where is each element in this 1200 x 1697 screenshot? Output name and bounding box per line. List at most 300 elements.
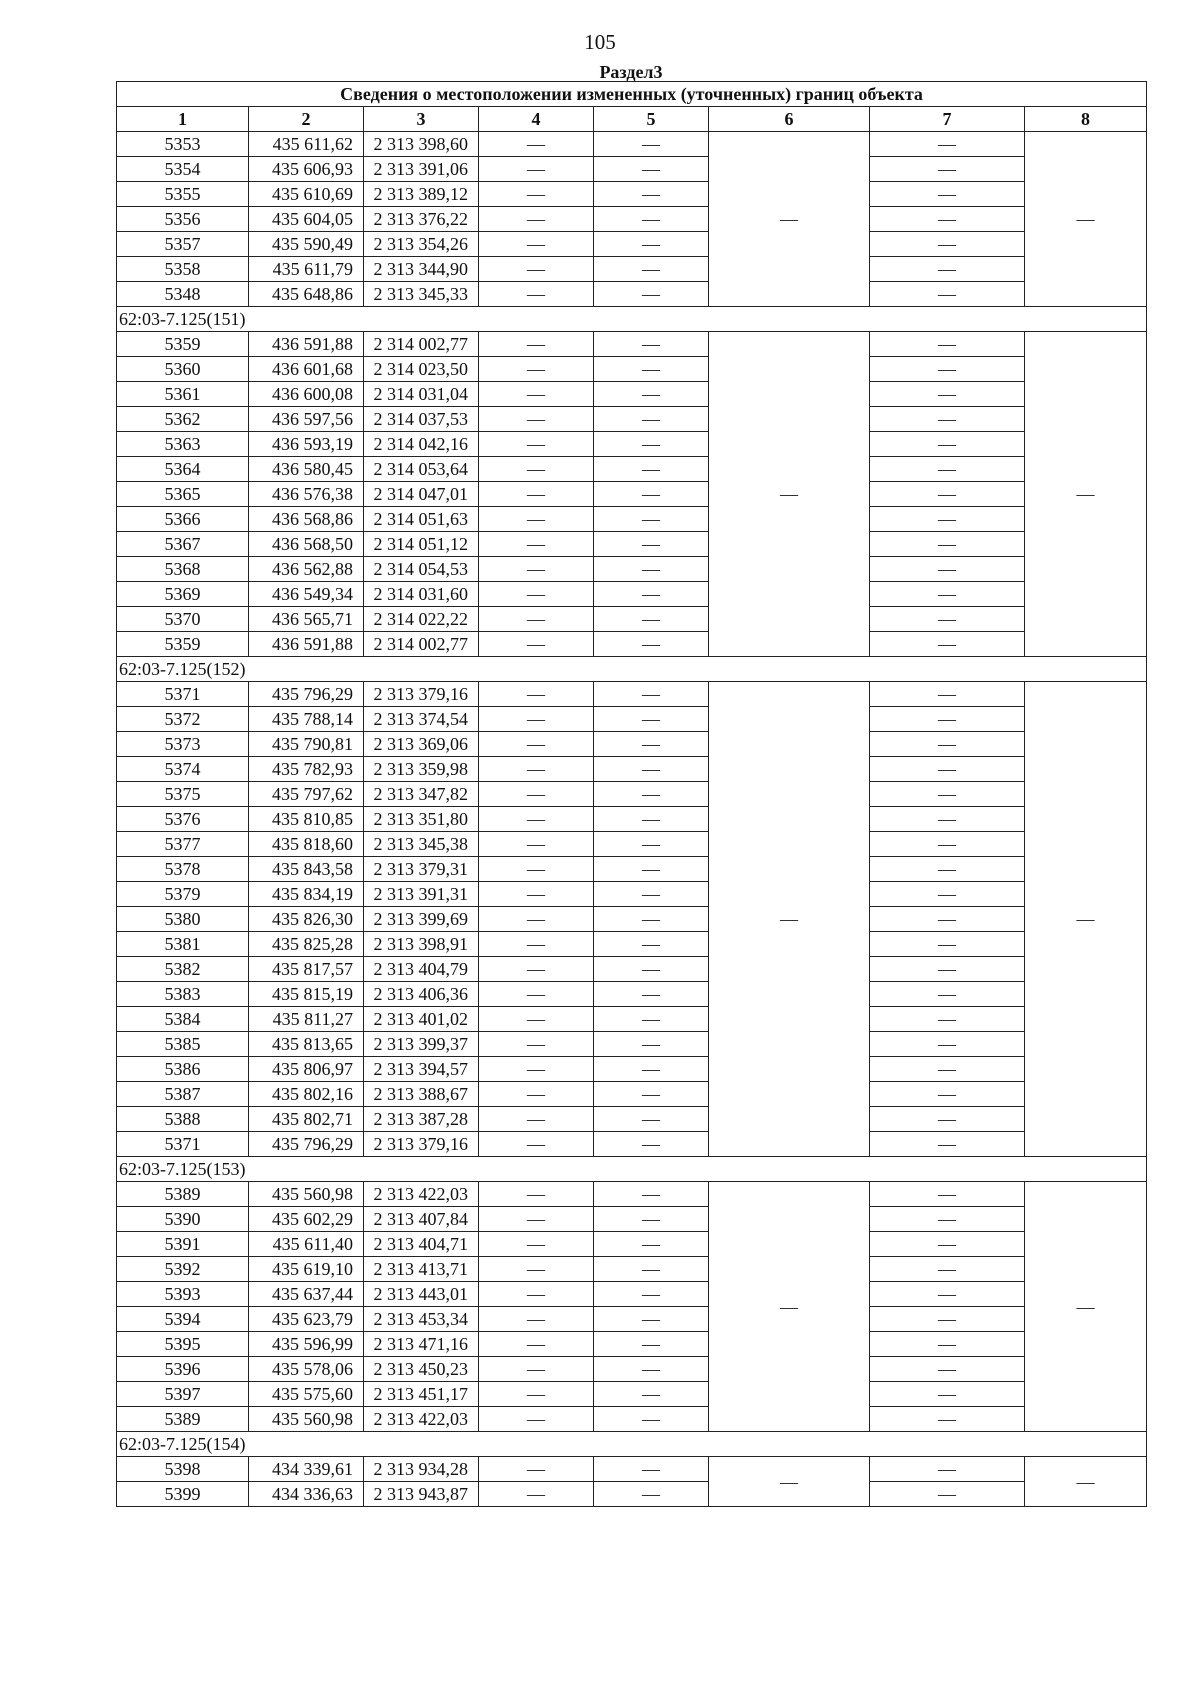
column-number-5: 5	[594, 107, 709, 132]
point-number: 5394	[117, 1307, 249, 1332]
col5-dash: —	[594, 582, 709, 607]
point-number: 5360	[117, 357, 249, 382]
coord-x: 435 825,28	[249, 932, 364, 957]
coord-y: 2 313 389,12	[364, 182, 479, 207]
col7-dash: —	[870, 1382, 1025, 1407]
table-row	[117, 282, 1147, 307]
col7-dash: —	[870, 1282, 1025, 1307]
coord-y: 2 313 398,91	[364, 932, 479, 957]
col5-dash: —	[594, 1232, 709, 1257]
coord-x: 436 576,38	[249, 482, 364, 507]
col4-dash: —	[479, 582, 594, 607]
col5-dash: —	[594, 1132, 709, 1157]
coord-y: 2 313 401,02	[364, 1007, 479, 1032]
col4-dash: —	[479, 382, 594, 407]
col4-dash: —	[479, 332, 594, 357]
point-number: 5369	[117, 582, 249, 607]
col4-dash: —	[479, 857, 594, 882]
coord-y: 2 313 407,84	[364, 1207, 479, 1232]
col4-dash: —	[479, 1082, 594, 1107]
point-number: 5372	[117, 707, 249, 732]
point-number: 5359	[117, 332, 249, 357]
col8-merged-dash: —	[1025, 1457, 1147, 1507]
coord-x: 435 602,29	[249, 1207, 364, 1232]
table-row	[117, 382, 1147, 407]
point-number: 5362	[117, 407, 249, 432]
col4-dash: —	[479, 532, 594, 557]
coord-y: 2 313 345,33	[364, 282, 479, 307]
col5-dash: —	[594, 1407, 709, 1432]
col7-dash: —	[870, 982, 1025, 1007]
coord-y: 2 313 388,67	[364, 1082, 479, 1107]
coord-x: 436 601,68	[249, 357, 364, 382]
point-number: 5395	[117, 1332, 249, 1357]
col7-dash: —	[870, 1182, 1025, 1207]
table-row	[117, 1407, 1147, 1432]
col4-dash: —	[479, 1257, 594, 1282]
col5-dash: —	[594, 907, 709, 932]
table-row	[117, 782, 1147, 807]
point-number: 5373	[117, 732, 249, 757]
table-row	[117, 1207, 1147, 1232]
table-row	[117, 1382, 1147, 1407]
table-caption: Сведения о местоположении измененных (уточненных) границ объекта	[117, 82, 1147, 107]
col7-dash: —	[870, 1057, 1025, 1082]
col5-dash: —	[594, 607, 709, 632]
col7-dash: —	[870, 1032, 1025, 1057]
coord-x: 435 802,16	[249, 1082, 364, 1107]
coord-y: 2 313 399,37	[364, 1032, 479, 1057]
col4-dash: —	[479, 282, 594, 307]
column-number-1: 1	[117, 107, 249, 132]
coord-x: 435 811,27	[249, 1007, 364, 1032]
col7-dash: —	[870, 407, 1025, 432]
table-row	[117, 882, 1147, 907]
col5-dash: —	[594, 1107, 709, 1132]
coord-x: 436 568,86	[249, 507, 364, 532]
col5-dash: —	[594, 782, 709, 807]
coord-x: 435 610,69	[249, 182, 364, 207]
col5-dash: —	[594, 182, 709, 207]
point-number: 5381	[117, 932, 249, 957]
col5-dash: —	[594, 407, 709, 432]
table-row	[117, 857, 1147, 882]
col4-dash: —	[479, 632, 594, 657]
col5-dash: —	[594, 1182, 709, 1207]
coord-y: 2 314 002,77	[364, 332, 479, 357]
col6-merged-dash: —	[709, 132, 870, 307]
col5-dash: —	[594, 1482, 709, 1507]
coord-y: 2 313 406,36	[364, 982, 479, 1007]
coord-x: 435 843,58	[249, 857, 364, 882]
col5-dash: —	[594, 357, 709, 382]
table-row	[117, 1057, 1147, 1082]
table-row	[117, 1232, 1147, 1257]
col7-dash: —	[870, 932, 1025, 957]
point-number: 5398	[117, 1457, 249, 1482]
col4-dash: —	[479, 207, 594, 232]
col4-dash: —	[479, 1332, 594, 1357]
table-row	[117, 707, 1147, 732]
col7-dash: —	[870, 157, 1025, 182]
coord-x: 436 593,19	[249, 432, 364, 457]
col7-dash: —	[870, 507, 1025, 532]
column-number-8: 8	[1025, 107, 1147, 132]
col5-dash: —	[594, 232, 709, 257]
point-number: 5377	[117, 832, 249, 857]
col4-dash: —	[479, 1382, 594, 1407]
point-number: 5370	[117, 607, 249, 632]
col5-dash: —	[594, 932, 709, 957]
col5-dash: —	[594, 982, 709, 1007]
col7-dash: —	[870, 1307, 1025, 1332]
col7-dash: —	[870, 1207, 1025, 1232]
coord-y: 2 314 051,12	[364, 532, 479, 557]
col7-dash: —	[870, 907, 1025, 932]
col4-dash: —	[479, 1057, 594, 1082]
table-row	[117, 532, 1147, 557]
col4-dash: —	[479, 482, 594, 507]
col7-dash: —	[870, 457, 1025, 482]
table-row	[117, 232, 1147, 257]
table-row	[117, 1107, 1147, 1132]
coord-x: 435 806,97	[249, 1057, 364, 1082]
col4-dash: —	[479, 732, 594, 757]
table-row	[117, 1132, 1147, 1157]
coord-x: 435 637,44	[249, 1282, 364, 1307]
col8-merged-dash: —	[1025, 1182, 1147, 1432]
col7-dash: —	[870, 332, 1025, 357]
coord-y: 2 313 387,28	[364, 1107, 479, 1132]
coord-x: 435 578,06	[249, 1357, 364, 1382]
col7-dash: —	[870, 557, 1025, 582]
point-number: 5359	[117, 632, 249, 657]
coord-y: 2 314 023,50	[364, 357, 479, 382]
table-row	[117, 157, 1147, 182]
col7-dash: —	[870, 882, 1025, 907]
point-number: 5385	[117, 1032, 249, 1057]
table-row	[117, 407, 1147, 432]
col7-dash: —	[870, 357, 1025, 382]
col7-dash: —	[870, 607, 1025, 632]
coord-y: 2 314 053,64	[364, 457, 479, 482]
point-number: 5397	[117, 1382, 249, 1407]
col5-dash: —	[594, 1332, 709, 1357]
col5-dash: —	[594, 757, 709, 782]
col4-dash: —	[479, 432, 594, 457]
point-number: 5363	[117, 432, 249, 457]
coord-y: 2 313 374,54	[364, 707, 479, 732]
col7-dash: —	[870, 1257, 1025, 1282]
col4-dash: —	[479, 1482, 594, 1507]
coord-y: 2 313 391,06	[364, 157, 479, 182]
col5-dash: —	[594, 1257, 709, 1282]
coord-y: 2 314 042,16	[364, 432, 479, 457]
coord-x: 435 623,79	[249, 1307, 364, 1332]
column-number-3: 3	[364, 107, 479, 132]
col4-dash: —	[479, 357, 594, 382]
table-row	[117, 1257, 1147, 1282]
coord-x: 435 815,19	[249, 982, 364, 1007]
table-row	[117, 1082, 1147, 1107]
table-row	[117, 1182, 1147, 1207]
col7-dash: —	[870, 732, 1025, 757]
col8-merged-dash: —	[1025, 682, 1147, 1157]
col4-dash: —	[479, 932, 594, 957]
coord-y: 2 313 369,06	[364, 732, 479, 757]
point-number: 5378	[117, 857, 249, 882]
point-number: 5354	[117, 157, 249, 182]
group-header-row	[117, 657, 1147, 682]
point-number: 5386	[117, 1057, 249, 1082]
point-number: 5388	[117, 1107, 249, 1132]
col5-dash: —	[594, 682, 709, 707]
point-number: 5361	[117, 382, 249, 407]
coord-x: 435 560,98	[249, 1182, 364, 1207]
boundary-coordinates-table	[116, 81, 1147, 1507]
col5-dash: —	[594, 382, 709, 407]
table-row	[117, 807, 1147, 832]
coord-y: 2 314 002,77	[364, 632, 479, 657]
coord-y: 2 314 031,04	[364, 382, 479, 407]
coord-x: 435 611,62	[249, 132, 364, 157]
col5-dash: —	[594, 1032, 709, 1057]
col5-dash: —	[594, 1382, 709, 1407]
col6-merged-dash: —	[709, 1457, 870, 1507]
group-label: 62:03-7.125(154)	[117, 1432, 1147, 1457]
col5-dash: —	[594, 532, 709, 557]
table-row	[117, 757, 1147, 782]
col7-dash: —	[870, 682, 1025, 707]
col4-dash: —	[479, 607, 594, 632]
col4-dash: —	[479, 1007, 594, 1032]
col7-dash: —	[870, 757, 1025, 782]
point-number: 5366	[117, 507, 249, 532]
point-number: 5365	[117, 482, 249, 507]
coord-x: 435 590,49	[249, 232, 364, 257]
table-row	[117, 1282, 1147, 1307]
col6-merged-dash: —	[709, 332, 870, 657]
col4-dash: —	[479, 1282, 594, 1307]
table-row	[117, 507, 1147, 532]
coord-x: 435 596,99	[249, 1332, 364, 1357]
col5-dash: —	[594, 507, 709, 532]
col4-dash: —	[479, 182, 594, 207]
col5-dash: —	[594, 632, 709, 657]
table-row	[117, 732, 1147, 757]
table-row	[117, 457, 1147, 482]
point-number: 5367	[117, 532, 249, 557]
table-row	[117, 207, 1147, 232]
col5-dash: —	[594, 332, 709, 357]
coord-x: 435 648,86	[249, 282, 364, 307]
point-number: 5358	[117, 257, 249, 282]
point-number: 5380	[117, 907, 249, 932]
coord-y: 2 314 047,01	[364, 482, 479, 507]
coord-x: 435 817,57	[249, 957, 364, 982]
column-number-4: 4	[479, 107, 594, 132]
coord-y: 2 314 022,22	[364, 607, 479, 632]
coord-y: 2 313 398,60	[364, 132, 479, 157]
coord-y: 2 314 051,63	[364, 507, 479, 532]
table-row	[117, 607, 1147, 632]
coord-x: 435 575,60	[249, 1382, 364, 1407]
coord-x: 435 790,81	[249, 732, 364, 757]
coord-x: 435 810,85	[249, 807, 364, 832]
col4-dash: —	[479, 957, 594, 982]
table-row	[117, 332, 1147, 357]
point-number: 5392	[117, 1257, 249, 1282]
col4-dash: —	[479, 782, 594, 807]
coord-y: 2 313 451,17	[364, 1382, 479, 1407]
coord-x: 435 604,05	[249, 207, 364, 232]
coord-x: 436 565,71	[249, 607, 364, 632]
col7-dash: —	[870, 1082, 1025, 1107]
coord-y: 2 314 031,60	[364, 582, 479, 607]
col7-dash: —	[870, 957, 1025, 982]
coord-x: 435 611,79	[249, 257, 364, 282]
coord-x: 435 619,10	[249, 1257, 364, 1282]
col4-dash: —	[479, 257, 594, 282]
point-number: 5390	[117, 1207, 249, 1232]
col7-dash: —	[870, 707, 1025, 732]
col5-dash: —	[594, 1282, 709, 1307]
coord-y: 2 314 037,53	[364, 407, 479, 432]
col7-dash: —	[870, 282, 1025, 307]
col7-dash: —	[870, 207, 1025, 232]
col5-dash: —	[594, 857, 709, 882]
coord-y: 2 313 404,79	[364, 957, 479, 982]
col4-dash: —	[479, 832, 594, 857]
point-number: 5399	[117, 1482, 249, 1507]
table-row	[117, 132, 1147, 157]
point-number: 5371	[117, 682, 249, 707]
col4-dash: —	[479, 1132, 594, 1157]
col7-dash: —	[870, 1357, 1025, 1382]
coord-x: 435 560,98	[249, 1407, 364, 1432]
coord-y: 2 313 422,03	[364, 1407, 479, 1432]
col5-dash: —	[594, 557, 709, 582]
group-label: 62:03-7.125(152)	[117, 657, 1147, 682]
col5-dash: —	[594, 882, 709, 907]
col4-dash: —	[479, 907, 594, 932]
column-number-6: 6	[709, 107, 870, 132]
table-row	[117, 182, 1147, 207]
table-row	[117, 1357, 1147, 1382]
col5-dash: —	[594, 832, 709, 857]
col7-dash: —	[870, 482, 1025, 507]
point-number: 5353	[117, 132, 249, 157]
col7-dash: —	[870, 382, 1025, 407]
col7-dash: —	[870, 1482, 1025, 1507]
table-row	[117, 632, 1147, 657]
point-number: 5389	[117, 1407, 249, 1432]
column-number-row	[117, 107, 1147, 132]
section-title: Раздел3	[599, 62, 663, 82]
coord-y: 2 313 404,71	[364, 1232, 479, 1257]
col7-dash: —	[870, 532, 1025, 557]
coord-y: 2 313 379,16	[364, 682, 479, 707]
coord-y: 2 313 359,98	[364, 757, 479, 782]
col4-dash: —	[479, 507, 594, 532]
col4-dash: —	[479, 1232, 594, 1257]
col7-dash: —	[870, 1107, 1025, 1132]
coord-x: 435 796,29	[249, 1132, 364, 1157]
coord-x: 434 339,61	[249, 1457, 364, 1482]
table-row	[117, 982, 1147, 1007]
point-number: 5368	[117, 557, 249, 582]
coord-x: 436 597,56	[249, 407, 364, 432]
point-number: 5357	[117, 232, 249, 257]
coord-y: 2 313 471,16	[364, 1332, 479, 1357]
table-row	[117, 432, 1147, 457]
point-number: 5356	[117, 207, 249, 232]
coord-x: 435 813,65	[249, 1032, 364, 1057]
coord-y: 2 313 347,82	[364, 782, 479, 807]
coord-y: 2 313 399,69	[364, 907, 479, 932]
col7-dash: —	[870, 1457, 1025, 1482]
col4-dash: —	[479, 1357, 594, 1382]
col5-dash: —	[594, 1207, 709, 1232]
point-number: 5371	[117, 1132, 249, 1157]
col4-dash: —	[479, 682, 594, 707]
coord-x: 436 600,08	[249, 382, 364, 407]
coord-x: 435 788,14	[249, 707, 364, 732]
col4-dash: —	[479, 807, 594, 832]
group-header-row	[117, 1157, 1147, 1182]
table-row	[117, 357, 1147, 382]
col4-dash: —	[479, 1182, 594, 1207]
col4-dash: —	[479, 557, 594, 582]
coord-x: 436 549,34	[249, 582, 364, 607]
col7-dash: —	[870, 232, 1025, 257]
col4-dash: —	[479, 457, 594, 482]
col4-dash: —	[479, 1457, 594, 1482]
col7-dash: —	[870, 857, 1025, 882]
col7-dash: —	[870, 807, 1025, 832]
col5-dash: —	[594, 1057, 709, 1082]
col8-merged-dash: —	[1025, 132, 1147, 307]
point-number: 5387	[117, 1082, 249, 1107]
table-row	[117, 682, 1147, 707]
table-row	[117, 1482, 1147, 1507]
col7-dash: —	[870, 432, 1025, 457]
col7-dash: —	[870, 1007, 1025, 1032]
col5-dash: —	[594, 707, 709, 732]
table-row	[117, 582, 1147, 607]
coord-x: 435 611,40	[249, 1232, 364, 1257]
group-label: 62:03-7.125(153)	[117, 1157, 1147, 1182]
col7-dash: —	[870, 1332, 1025, 1357]
coord-x: 435 796,29	[249, 682, 364, 707]
table-row	[117, 957, 1147, 982]
point-number: 5364	[117, 457, 249, 482]
col5-dash: —	[594, 282, 709, 307]
coord-y: 2 313 443,01	[364, 1282, 479, 1307]
group-label: 62:03-7.125(151)	[117, 307, 1147, 332]
coord-x: 436 562,88	[249, 557, 364, 582]
col5-dash: —	[594, 1357, 709, 1382]
col5-dash: —	[594, 1457, 709, 1482]
col5-dash: —	[594, 482, 709, 507]
coord-y: 2 313 351,80	[364, 807, 479, 832]
point-number: 5375	[117, 782, 249, 807]
col8-merged-dash: —	[1025, 332, 1147, 657]
col4-dash: —	[479, 132, 594, 157]
coord-x: 435 782,93	[249, 757, 364, 782]
coord-y: 2 313 391,31	[364, 882, 479, 907]
coord-x: 436 591,88	[249, 632, 364, 657]
